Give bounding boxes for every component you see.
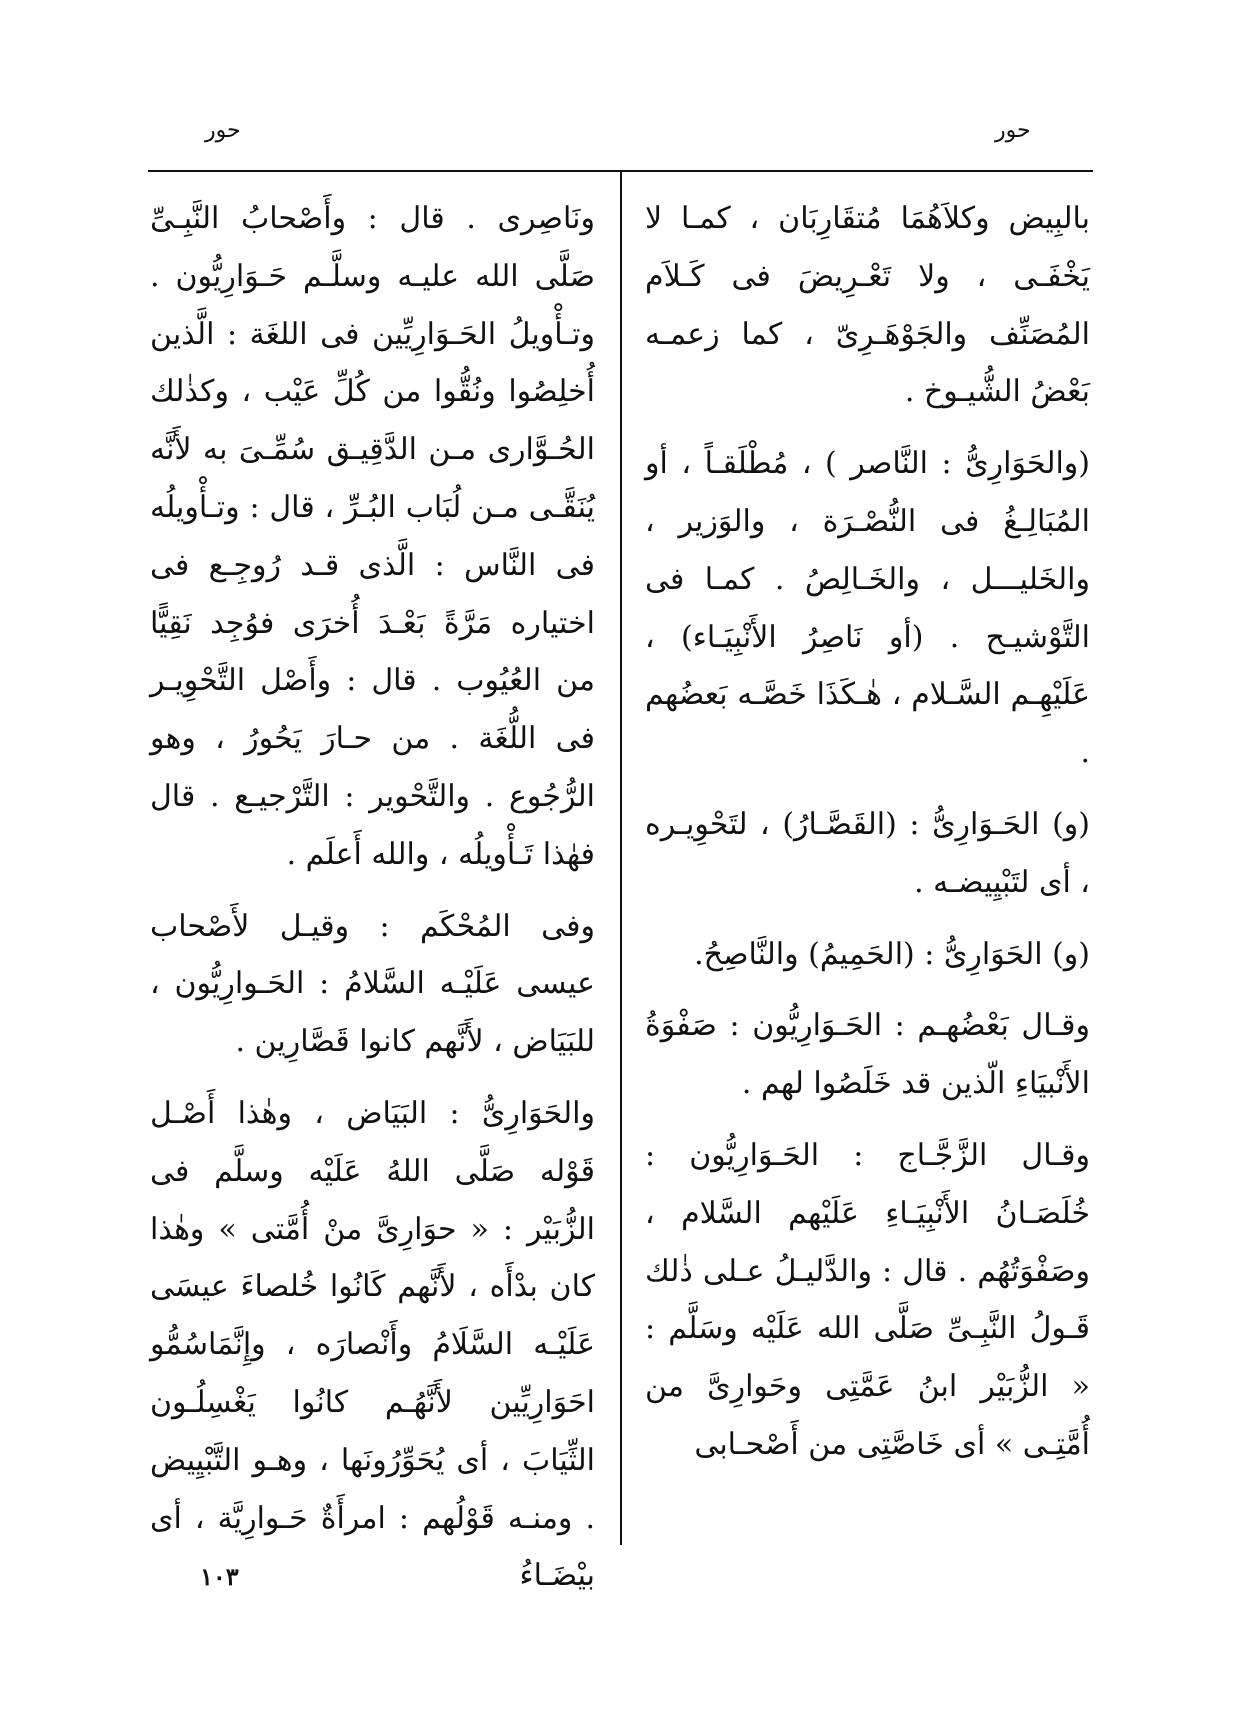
paragraph: والحَوَارِىُّ : البَيَاض ، وهٰذا أَصْـل قَوْله صَلَّى اللهُ عَلَيْه وسلَّم فى الزُّبَيْر : « حوَارِىَّ منْ أُمَّتى » وهٰذا كان بدْأَه ، لأَنَّهم كَانُوا خُلصاءَ عيسَى عَلَيْـه السَّلَامُ وأَنْصارَه ، وإِنَّمَاسُمُّو احَوَارِيِّين لأَنَّهُـم كانُوا يَغْسِلُـون الثِّيَابَ ، أى يُحَوِّرُونَها ، وهـو التَّبْيِيض . ومنـه قَوْلُهم : امرأَةٌ حَـوارِيَّة ، أى بيْضَـاءُ (150, 1095, 595, 1594)
running-header-right: حور (995, 118, 1031, 143)
paragraph: بالبِيض وكلاَهُمَا مُتقَارِبَان ، كمـا لا يَخْفَـى ، ولا تَعْـرِيضَ فى كَـلاَم المُصَنِّف والجَوْهَـرِىّ ، كما زعمـه بَعْضُ الشُّيـوخ . (645, 201, 1090, 410)
left-column (150, 190, 595, 1605)
paragraph: وقـال بَعْضُهـم : الحَـوَارِيُّون : صَفْوَةُ الأَنْبيَاءِ الّذين قد خَلَصُوا لهم . (645, 1008, 1090, 1102)
paragraph: وقـال الزَّجَّـاج : الحَـوَارِيُّون : خُلَصَـانُ الأَنْبِيَـاءِ عَلَيْهم السَّلام ، وصَفْوَتُهُم . قال : والدَّليـلُ عـلى ذٰلك قَـولُ النَّبِـىِّ صَلَّى الله عَلَيْه وسَلَّم : « الزُّبَيْر ابنُ عَمَّتِى وحَوارِىَّ من أُمَّتِـى » أى خَاصَّتِى من أَصْحـابى (645, 1137, 1090, 1462)
paragraph: (و) الحَـوَارِىُّ : (القَصَّـارُ) ، لتَحْوِيـره ، أى لتَبْيِيضـه . (645, 806, 1090, 900)
page-number: ١٠٣ (200, 1562, 239, 1591)
paragraph: ونَاصِرى . قال : وأَصْحابُ النَّبِـىِّ صَلَّى الله عليـه وسلَّـم حَـوَارِيُّون . وتـأْويلُ الحَـوَارِيِّين فى اللغَة : الَّذين أُخلِصُوا ونُقُّوا من كُلِّ عَيْب ، وكذٰلك الحُـوَّارى مـن الدَّقِيـق سُمِّـىَ به لأَنَّه يُنَقَّـى مـن لُبَاب البُـرِّ ، قال : وتـأْويلُه فى النَّاس : الَّذى قـد رُوجِـع فى اختياره مَرَّةً بَعْـدَ أُخرَى فوُجِد نَقِيًّا من العُيُوب . قال : وأَصْل التَّحْوِيـر فى اللُّغَة . من حـارَ يَحُورُ ، وهو الرُّجُوع . والتَّحْوير : التَّرْجيـع . قال فهٰذا تَـأْويلُه ، والله أَعلَم . (150, 201, 595, 872)
paragraph: (و) الحَوَارِىُّ : (الحَمِيمُ) والنَّاصِحُ. (694, 936, 1090, 972)
paragraph: وفى المُحْكَم : وقيـل لأَصْحاب عيسى عَلَيْـه السَّلامُ : الحَـوارِيُّون ، للبَيَاض ، لأَنَّهم كانوا قَصَّارِين . (150, 908, 595, 1060)
paragraph: (والحَوَارِىُّ : النَّاصر ) ، مُطْلَقـاً ، أو المُبَالِـغُ فى النُّصْـرَة ، والوَزير ، والخَليـــل ، والخَـالِصُ . كمـا فى التَّوْشيـح . (أو نَاصِرُ الأَنْبِيَـاء) ، عَلَيْهِـم السَّـلام ، هٰـكَذَا خَصَّـه بَعضُهم . (645, 446, 1090, 771)
running-header-left: حور (205, 118, 241, 143)
column-divider (620, 172, 622, 1545)
right-column (645, 190, 1090, 1474)
